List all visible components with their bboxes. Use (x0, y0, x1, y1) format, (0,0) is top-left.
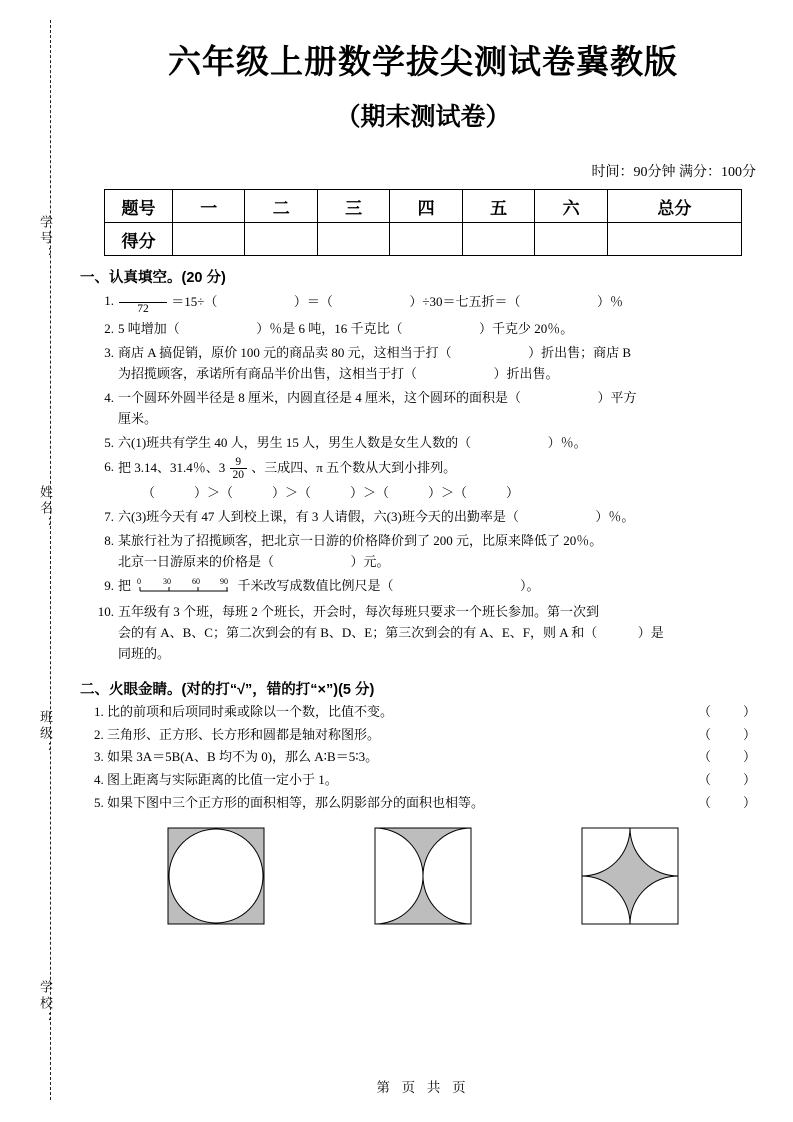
question-10-text-a: 会的有 A、B、C；第二次到会的有 B、D、E；第三次到会的有 A、E、F，则 A 和（ (118, 624, 598, 640)
tf-item-5-number: 5. (94, 794, 104, 810)
question-6-body (118, 456, 768, 502)
tf-item-2-text (94, 724, 688, 747)
question-8-line-1: 某旅行社为了招揽顾客，把北京一日游的价格降价到了 200 元，比原来降低了 20％。 (118, 532, 603, 548)
question-6-line-1 (118, 456, 768, 481)
question-8-text-a: 北京一日游原来的价格是（ (118, 553, 275, 569)
question-2-number: 2. (104, 321, 114, 337)
question-3 (78, 342, 768, 384)
fraction-numerator: 9 (230, 456, 248, 469)
rail-label-class: 班级： (38, 710, 53, 758)
binding-rail (30, 20, 70, 1100)
fraction-denominator: 72 (137, 303, 149, 316)
question-4 (78, 387, 768, 429)
score-header-label: 题号 (105, 190, 173, 223)
tf-item-2-answer[interactable]: （ ） (697, 726, 758, 742)
rail-label-student-id: 学号： (38, 215, 53, 263)
svg-text:0: 0 (137, 576, 142, 586)
question-3-line-1 (118, 342, 768, 363)
tf-item-3-answer[interactable]: （ ） (697, 749, 758, 765)
question-3-text-c: 为招揽顾客，承诺所有商品半价出售，这相当于打（ (118, 366, 418, 382)
section-2-heading: 二、火眼金睛。(对的打“√”，错的打“×”)(5 分) (80, 681, 375, 698)
question-4-line-1 (118, 387, 768, 408)
question-2-text-c: ）千克少 20％。 (479, 321, 574, 337)
question-10-line-2 (118, 622, 768, 643)
question-6-text-a: 把 3.14、31.4％、3 (118, 460, 226, 476)
score-header-2: 二 (245, 190, 317, 223)
svg-text:30: 30 (163, 576, 172, 586)
tf-item-4-answer[interactable]: （ ） (697, 772, 758, 788)
question-5-body (118, 432, 768, 453)
rail-label-school: 学校： (38, 980, 53, 1028)
question-7-text-b: ）％。 (595, 508, 635, 524)
tf-item-5-answer[interactable]: （ ） (697, 794, 758, 810)
question-3-text-a: 商店 A 搞促销，原价 100 元的商品卖 80 元，这相当于打（ (118, 345, 452, 361)
question-5 (78, 432, 768, 453)
question-3-number: 3. (104, 345, 114, 361)
page-title: 六年级上册数学拔尖测试卷冀教版 (168, 43, 678, 80)
question-4-number: 4. (104, 390, 114, 406)
fraction-blank-over-72 (119, 290, 167, 315)
question-3-text-b: ）折出售；商店 B (528, 345, 632, 361)
tf-item-1-body: 比的前项和后项同时乘或除以一个数，比值不变。 (107, 703, 394, 719)
question-5-number: 5. (104, 435, 114, 451)
tf-item-3-body: 如果 3A＝5B(A、B 均不为 0)，那么 A∶B＝5∶3。 (107, 749, 379, 765)
question-4-line-2: 厘米。 (118, 411, 158, 427)
tf-item-1-text (94, 701, 688, 724)
tf-item-4-body: 图上距离与实际距离的比值一定小于 1。 (107, 772, 338, 788)
question-8-line-2 (118, 551, 768, 572)
figure-group (112, 827, 734, 925)
score-cell-3[interactable] (317, 223, 389, 256)
score-row-label: 得分 (105, 223, 173, 256)
question-5-text-b: ）％。 (547, 435, 587, 451)
figure-square-with-four-arc-star (581, 827, 679, 925)
score-header-5: 五 (462, 190, 534, 223)
question-4-text-a: 一个圆环外圆半径是 8 厘米，内圆直径是 4 厘米，这个圆环的面积是（ (118, 390, 522, 406)
question-10-number: 10. (97, 603, 114, 619)
question-6-text-b: 、三成四、π 五个数从大到小排列。 (251, 460, 457, 476)
exam-meta: 时间：90分钟 满分：100分 (591, 165, 756, 180)
question-9-text-c: ）。 (520, 577, 540, 593)
tf-item-5-body: 如果下图中三个正方形的面积相等，那么阴影部分的面积也相等。 (107, 794, 485, 810)
page-subtitle: （期末测试卷） (335, 103, 511, 131)
tf-item-3 (78, 746, 768, 769)
question-7-text-a: 六(3)班今天有 47 人到校上课，有 3 人请假，六(3)班今天的出勤率是（ (118, 508, 519, 524)
svg-text:60: 60 (192, 576, 201, 586)
question-10-text-b: ）是 (637, 624, 664, 640)
tf-item-1-number: 1. (94, 703, 104, 719)
svg-text:90: 90 (220, 576, 229, 586)
fraction-denominator: 20 (232, 469, 245, 482)
question-6-number: 6. (104, 459, 114, 475)
question-1-text-b: ）＝（ (293, 293, 333, 309)
tf-item-1 (78, 701, 768, 724)
paper-content (78, 0, 768, 1122)
question-8-body (118, 530, 768, 572)
question-1-text-a: ＝15÷（ (171, 293, 218, 309)
score-cell-4[interactable] (390, 223, 462, 256)
question-8 (78, 530, 768, 572)
question-2-body (118, 318, 768, 339)
question-2 (78, 318, 768, 339)
score-cell-6[interactable] (535, 223, 607, 256)
section-1-heading: 一、认真填空。(20 分) (80, 270, 226, 286)
tf-item-2-body: 三角形、正方形、长方形和圆都是轴对称图形。 (107, 726, 381, 742)
question-4-text-b: ）平方 (597, 390, 637, 406)
tf-item-5-text (94, 792, 688, 815)
fraction-numerator (119, 290, 167, 303)
score-header-3: 三 (317, 190, 389, 223)
question-10 (78, 601, 768, 664)
tf-item-4-text (94, 769, 688, 792)
question-1-text-d: ）％ (597, 293, 624, 309)
question-9 (78, 575, 768, 598)
question-6-line-2[interactable]: （ ）＞（ ）＞（ ）＞（ ）＞（ ） (142, 484, 520, 500)
question-2-text-b: ）％是 6 吨，16 千克比（ (256, 321, 403, 337)
question-7-number: 7. (104, 508, 114, 524)
question-8-text-b: ）元。 (350, 553, 390, 569)
dashed-fold-line (50, 20, 51, 1100)
question-8-number: 8. (104, 532, 114, 548)
question-9-body (118, 575, 768, 598)
question-2-text-a: 5 吨增加（ (118, 321, 180, 337)
question-5-text-a: 六(1)班共有学生 40 人，男生 15 人，男生人数是女生人数的（ (118, 435, 472, 451)
score-header-6: 六 (535, 190, 607, 223)
score-cell-2[interactable] (245, 223, 317, 256)
tf-item-4-number: 4. (94, 772, 104, 788)
question-9-text-a: 把 (118, 577, 132, 593)
tf-item-3-text (94, 746, 688, 769)
fraction-9-over-20 (230, 456, 248, 481)
question-7-body (118, 506, 768, 527)
figure-square-with-inscribed-circle (167, 827, 265, 925)
question-10-body (118, 601, 768, 664)
score-table-value-row (105, 223, 742, 256)
tf-item-2 (78, 724, 768, 747)
score-cell-1[interactable] (173, 223, 245, 256)
score-table (104, 189, 742, 256)
tf-item-1-answer[interactable]: （ ） (697, 703, 758, 719)
score-cell-5[interactable] (462, 223, 534, 256)
question-10-line-3: 同班的。 (118, 645, 171, 661)
linear-scale-bar-icon (136, 576, 232, 598)
score-table-header-row (105, 190, 742, 223)
question-3-body (118, 342, 768, 384)
score-header-4: 四 (390, 190, 462, 223)
question-10-line-1: 五年级有 3 个班，每班 2 个班长，开会时，每次每班只要求一个班长参加。第一次到 (118, 603, 600, 619)
question-1 (78, 290, 768, 315)
question-9-number: 9. (104, 577, 114, 593)
question-7 (78, 506, 768, 527)
question-9-text-b: 千米改写成数值比例尺是（ (237, 577, 394, 593)
figure-square-with-two-half-circles (374, 827, 472, 925)
rail-label-name: 姓名： (38, 485, 53, 533)
tf-item-4 (78, 769, 768, 792)
question-1-text-c: ）÷30＝七五折＝（ (409, 293, 521, 309)
question-3-text-d: ）折出售。 (493, 366, 559, 382)
score-header-1: 一 (173, 190, 245, 223)
tf-item-2-number: 2. (94, 726, 104, 742)
tf-item-3-number: 3. (94, 749, 104, 765)
question-3-line-2 (118, 363, 768, 384)
question-4-body (118, 387, 768, 429)
page-footer: 第 页 共 页 (376, 1080, 470, 1095)
score-header-total: 总分 (607, 190, 741, 223)
question-1-body (118, 290, 768, 315)
score-cell-total[interactable] (607, 223, 741, 256)
question-1-number: 1. (104, 293, 114, 308)
tf-item-5 (78, 792, 768, 815)
question-6 (78, 456, 768, 502)
